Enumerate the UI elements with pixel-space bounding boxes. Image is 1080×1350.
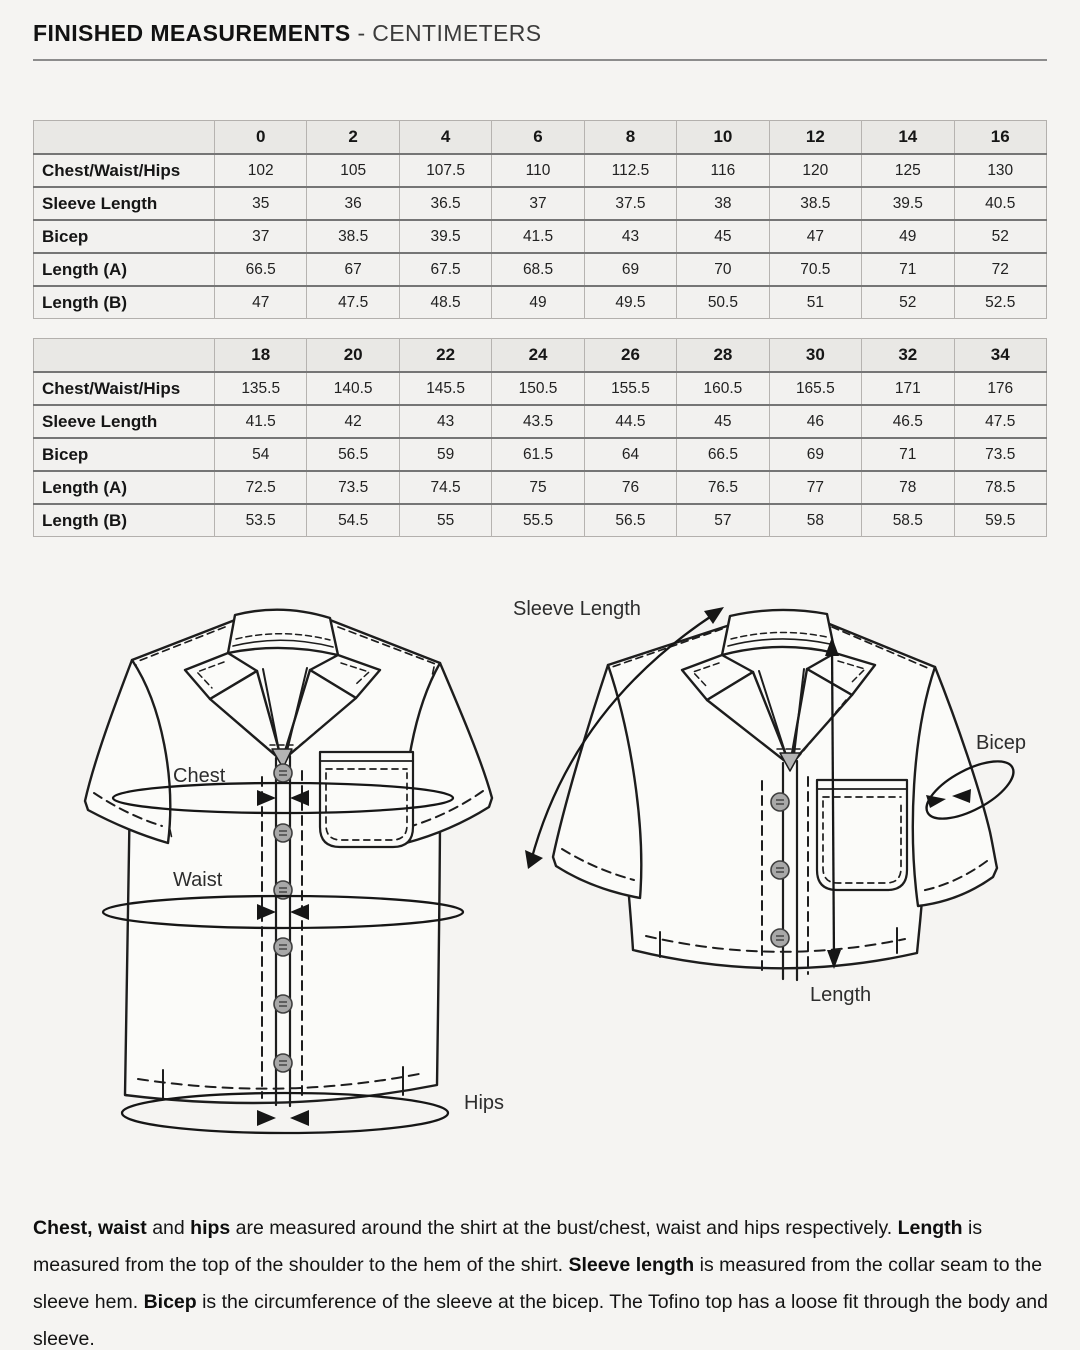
measurement-value-cell: 73.5: [307, 471, 399, 504]
measurement-value-cell: 71: [862, 438, 954, 471]
waist-label: Waist: [173, 869, 223, 891]
measurement-value-cell: 71: [862, 253, 954, 286]
size-table-corner-cell: [34, 339, 215, 373]
size-column-header: 28: [677, 339, 769, 373]
measurement-row: [34, 372, 1047, 405]
measurement-value-cell: 51: [769, 286, 861, 319]
title-divider: [33, 59, 1047, 61]
measurement-value-cell: 53.5: [215, 504, 307, 537]
hips-arrow-right: [290, 1110, 309, 1126]
measurement-row-label: Length (B): [34, 286, 215, 319]
measurement-value-cell: 35: [215, 187, 307, 220]
measurement-value-cell: 74.5: [399, 471, 491, 504]
measurement-value-cell: 49: [862, 220, 954, 253]
measurement-value-cell: 58: [769, 504, 861, 537]
measurement-value-cell: 37: [492, 187, 584, 220]
measurement-row: [34, 504, 1047, 537]
measurement-value-cell: 64: [584, 438, 676, 471]
size-column-header: 0: [215, 121, 307, 155]
measurement-value-cell: 41.5: [215, 405, 307, 438]
measurement-value-cell: 52: [954, 220, 1047, 253]
footnote-term: hips: [190, 1216, 231, 1239]
measurement-value-cell: 77: [769, 471, 861, 504]
measurement-row-label: Length (A): [34, 253, 215, 286]
size-header-row: [34, 339, 1047, 373]
measurement-row-label: Chest/Waist/Hips: [34, 154, 215, 187]
size-column-header: 22: [399, 339, 491, 373]
measurement-row-label: Bicep: [34, 438, 215, 471]
size-column-header: 18: [215, 339, 307, 373]
measurement-value-cell: 59.5: [954, 504, 1047, 537]
measurement-value-cell: 47.5: [307, 286, 399, 319]
measurement-value-cell: 56.5: [307, 438, 399, 471]
measurement-value-cell: 68.5: [492, 253, 584, 286]
size-table-corner-cell: [34, 121, 215, 155]
shirt-front-drawing-view-a: [20, 565, 540, 1175]
measurement-row: [34, 187, 1047, 220]
measurement-value-cell: 38.5: [769, 187, 861, 220]
chest-label: Chest: [173, 765, 226, 787]
measurement-value-cell: 58.5: [862, 504, 954, 537]
size-header-row: [34, 121, 1047, 155]
measurement-row: [34, 154, 1047, 187]
measurement-value-cell: 48.5: [399, 286, 491, 319]
measurement-value-cell: 78: [862, 471, 954, 504]
measurement-value-cell: 110: [492, 154, 584, 187]
measurement-row: [34, 405, 1047, 438]
measurement-value-cell: 72.5: [215, 471, 307, 504]
measurement-row: [34, 438, 1047, 471]
size-column-header: 10: [677, 121, 769, 155]
measurement-value-cell: 49.5: [584, 286, 676, 319]
page-title-bold: FINISHED MEASUREMENTS: [33, 20, 351, 46]
measurement-value-cell: 105: [307, 154, 399, 187]
measurement-value-cell: 39.5: [862, 187, 954, 220]
measurement-value-cell: 54: [215, 438, 307, 471]
measurement-row: [34, 253, 1047, 286]
size-column-header: 32: [862, 339, 954, 373]
size-column-header: 2: [307, 121, 399, 155]
measurement-value-cell: 44.5: [584, 405, 676, 438]
size-column-header: 12: [769, 121, 861, 155]
footnote-text: is measured from the top of the shoulder to the hem of the shirt.: [33, 1216, 983, 1276]
measurement-value-cell: 37: [215, 220, 307, 253]
measurement-value-cell: 145.5: [399, 372, 491, 405]
measurement-value-cell: 171: [862, 372, 954, 405]
measurement-value-cell: 36.5: [399, 187, 491, 220]
measurement-value-cell: 67.5: [399, 253, 491, 286]
measurement-value-cell: 38.5: [307, 220, 399, 253]
bicep-label: Bicep: [976, 732, 1027, 754]
measurement-row: [34, 220, 1047, 253]
length-label: Length: [810, 984, 872, 1006]
measurement-row: [34, 471, 1047, 504]
page-title-units: - CENTIMETERS: [350, 20, 542, 46]
footnote-term: Length: [897, 1216, 963, 1239]
measurement-value-cell: 107.5: [399, 154, 491, 187]
shirt-front-drawing-view-b: [500, 565, 1080, 1035]
measurement-value-cell: 55: [399, 504, 491, 537]
page-title: [33, 20, 1047, 47]
measurement-value-cell: 46: [769, 405, 861, 438]
sleeve-length-arrow-top: [704, 607, 724, 624]
measurement-value-cell: 42: [307, 405, 399, 438]
measurement-value-cell: 43: [584, 220, 676, 253]
measurement-value-cell: 56.5: [584, 504, 676, 537]
measurement-value-cell: 43: [399, 405, 491, 438]
measurement-row-label: Bicep: [34, 220, 215, 253]
measurement-value-cell: 37.5: [584, 187, 676, 220]
measurement-value-cell: 125: [862, 154, 954, 187]
measurement-value-cell: 176: [954, 372, 1047, 405]
measurement-value-cell: 52: [862, 286, 954, 319]
measurement-value-cell: 75: [492, 471, 584, 504]
size-table-0-16: [33, 120, 1047, 319]
measurement-value-cell: 36: [307, 187, 399, 220]
measurement-value-cell: 59: [399, 438, 491, 471]
measurement-row-label: Sleeve Length: [34, 187, 215, 220]
measurement-definitions-paragraph: [33, 1210, 1049, 1350]
measurement-row-label: Length (A): [34, 471, 215, 504]
footnote-term: Sleeve length: [568, 1253, 695, 1276]
measurement-value-cell: 70.5: [769, 253, 861, 286]
measurement-value-cell: 102: [215, 154, 307, 187]
measurement-row-label: Chest/Waist/Hips: [34, 372, 215, 405]
size-column-header: 8: [584, 121, 676, 155]
measurement-value-cell: 45: [677, 405, 769, 438]
measurement-value-cell: 66.5: [677, 438, 769, 471]
measurement-value-cell: 54.5: [307, 504, 399, 537]
measurement-value-cell: 130: [954, 154, 1047, 187]
measurement-value-cell: 70: [677, 253, 769, 286]
size-column-header: 30: [769, 339, 861, 373]
measurement-value-cell: 112.5: [584, 154, 676, 187]
measurement-value-cell: 47: [215, 286, 307, 319]
hips-arrow-left: [257, 1110, 276, 1126]
footnote-term: Bicep: [143, 1290, 197, 1313]
size-column-header: 14: [862, 121, 954, 155]
measurement-value-cell: 47: [769, 220, 861, 253]
measurement-value-cell: 39.5: [399, 220, 491, 253]
measurement-value-cell: 55.5: [492, 504, 584, 537]
measurement-value-cell: 76: [584, 471, 676, 504]
measurement-value-cell: 69: [584, 253, 676, 286]
size-column-header: 6: [492, 121, 584, 155]
size-column-header: 26: [584, 339, 676, 373]
measurement-value-cell: 43.5: [492, 405, 584, 438]
measurement-value-cell: 76.5: [677, 471, 769, 504]
size-column-header: 24: [492, 339, 584, 373]
measurement-value-cell: 160.5: [677, 372, 769, 405]
footnote-text: is the circumference of the sleeve at the bicep. The Tofino top has a loose fit through the body and sleeve.: [33, 1290, 1048, 1350]
measurement-value-cell: 67: [307, 253, 399, 286]
measurement-value-cell: 45: [677, 220, 769, 253]
technical-drawings: [0, 565, 1080, 1180]
measurement-value-cell: 46.5: [862, 405, 954, 438]
measurement-value-cell: 140.5: [307, 372, 399, 405]
measurement-value-cell: 41.5: [492, 220, 584, 253]
measurement-value-cell: 69: [769, 438, 861, 471]
measurement-value-cell: 49: [492, 286, 584, 319]
page-header: [33, 20, 1047, 61]
measurement-value-cell: 47.5: [954, 405, 1047, 438]
measurement-value-cell: 57: [677, 504, 769, 537]
measurement-value-cell: 155.5: [584, 372, 676, 405]
measurement-value-cell: 40.5: [954, 187, 1047, 220]
measurement-value-cell: 72: [954, 253, 1047, 286]
size-table-18-34: [33, 338, 1047, 537]
measurement-value-cell: 120: [769, 154, 861, 187]
size-column-header: 4: [399, 121, 491, 155]
measurement-value-cell: 135.5: [215, 372, 307, 405]
measurement-value-cell: 52.5: [954, 286, 1047, 319]
measurement-value-cell: 116: [677, 154, 769, 187]
measurement-value-cell: 73.5: [954, 438, 1047, 471]
size-column-header: 34: [954, 339, 1047, 373]
measurement-value-cell: 165.5: [769, 372, 861, 405]
footnote-text: are measured around the shirt at the bust/chest, waist and hips respectively.: [230, 1216, 898, 1239]
measurement-value-cell: 78.5: [954, 471, 1047, 504]
measurement-value-cell: 38: [677, 187, 769, 220]
measurement-row-label: Length (B): [34, 504, 215, 537]
measurement-value-cell: 150.5: [492, 372, 584, 405]
measurement-row: [34, 286, 1047, 319]
footnote-text: is measured from the collar seam to the sleeve hem.: [33, 1253, 1043, 1313]
footnote-text: and: [146, 1216, 191, 1239]
measurement-value-cell: 61.5: [492, 438, 584, 471]
measurement-row-label: Sleeve Length: [34, 405, 215, 438]
size-column-header: 16: [954, 121, 1047, 155]
size-column-header: 20: [307, 339, 399, 373]
footnote-term: Chest, waist: [33, 1216, 147, 1239]
sleeve-length-label: Sleeve Length: [513, 598, 641, 620]
hips-label: Hips: [464, 1092, 505, 1114]
measurement-value-cell: 66.5: [215, 253, 307, 286]
measurement-value-cell: 50.5: [677, 286, 769, 319]
